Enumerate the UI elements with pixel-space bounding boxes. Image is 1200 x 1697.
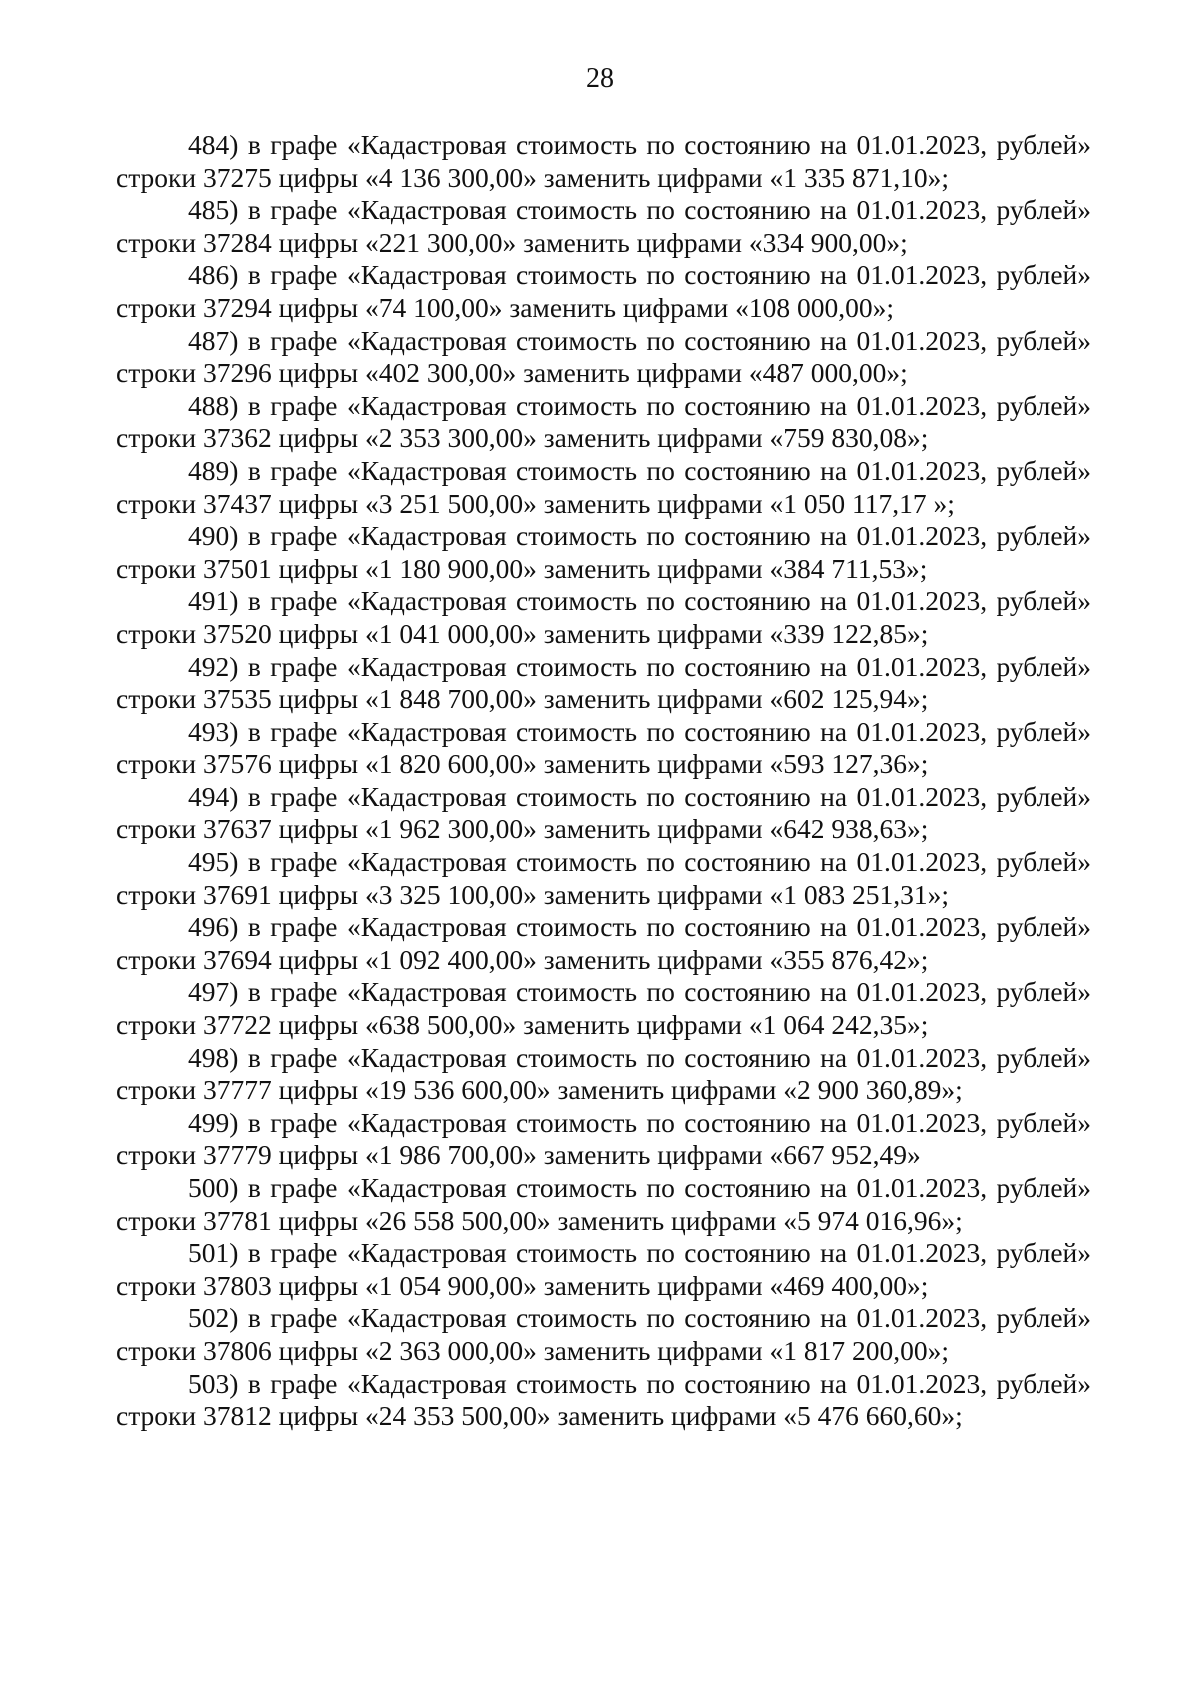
page-number: 28: [586, 63, 614, 94]
amendment-item: 499) в графе «Кадастровая стоимость по состоянию на 01.01.2023, рублей» строки 37779 цифры «1 986 700,00» заменить цифрами «667 952,49»: [116, 1106, 1091, 1171]
amendment-item: 493) в графе «Кадастровая стоимость по состоянию на 01.01.2023, рублей» строки 37576 цифры «1 820 600,00» заменить цифрами «593 127,36»;: [116, 715, 1091, 780]
amendment-item: 494) в графе «Кадастровая стоимость по состоянию на 01.01.2023, рублей» строки 37637 цифры «1 962 300,00» заменить цифрами «642 938,63»;: [116, 780, 1091, 845]
amendment-item: 501) в графе «Кадастровая стоимость по состоянию на 01.01.2023, рублей» строки 37803 цифры «1 054 900,00» заменить цифрами «469 400,00»;: [116, 1237, 1091, 1301]
amendment-item: 498) в графе «Кадастровая стоимость по состоянию на 01.01.2023, рублей» строки 37777 цифры «19 536 600,00» заменить цифрами «2 900 360,89»;: [116, 1041, 1091, 1106]
amendment-item: 495) в графе «Кадастровая стоимость по состоянию на 01.01.2023, рублей» строки 37691 цифры «3 325 100,00» заменить цифрами «1 083 251,31»;: [116, 846, 1091, 910]
amendment-item: 497) в графе «Кадастровая стоимость по состоянию на 01.01.2023, рублей» строки 37722 цифры «638 500,00» заменить цифрами «1 064 242,35»;: [116, 976, 1091, 1041]
amendment-item: 496) в графе «Кадастровая стоимость по состоянию на 01.01.2023, рублей» строки 37694 цифры «1 092 400,00» заменить цифрами «355 876,42»;: [116, 911, 1091, 975]
amendment-item: 491) в графе «Кадастровая стоимость по состоянию на 01.01.2023, рублей» строки 37520 цифры «1 041 000,00» заменить цифрами «339 122,85»;: [116, 585, 1091, 649]
amendment-item: 492) в графе «Кадастровая стоимость по состоянию на 01.01.2023, рублей» строки 37535 цифры «1 848 700,00» заменить цифрами «602 125,94»;: [116, 650, 1091, 715]
amendment-item: 500) в графе «Кадастровая стоимость по состоянию на 01.01.2023, рублей» строки 37781 цифры «26 558 500,00» заменить цифрами «5 974 016,96»;: [116, 1172, 1091, 1236]
amendment-item: 485) в графе «Кадастровая стоимость по состоянию на 01.01.2023, рублей» строки 37284 цифры «221 300,00» заменить цифрами «334 900,00»;: [116, 194, 1091, 258]
amendment-item: 503) в графе «Кадастровая стоимость по состоянию на 01.01.2023, рублей» строки 37812 цифры «24 353 500,00» заменить цифрами «5 476 660,60»;: [116, 1367, 1091, 1432]
amendment-item: 490) в графе «Кадастровая стоимость по состоянию на 01.01.2023, рублей» строки 37501 цифры «1 180 900,00» заменить цифрами «384 711,53»;: [116, 520, 1091, 584]
document-body: [116, 129, 1091, 1433]
amendment-item: 489) в графе «Кадастровая стоимость по состоянию на 01.01.2023, рублей» строки 37437 цифры «3 251 500,00» заменить цифрами «1 050 117,17 »;: [116, 454, 1091, 519]
amendment-item: 484) в графе «Кадастровая стоимость по состоянию на 01.01.2023, рублей» строки 37275 цифры «4 136 300,00» заменить цифрами «1 335 871,10»;: [116, 129, 1091, 193]
amendment-item: 488) в графе «Кадастровая стоимость по состоянию на 01.01.2023, рублей» строки 37362 цифры «2 353 300,00» заменить цифрами «759 830,08»;: [116, 389, 1091, 454]
amendment-item: 486) в графе «Кадастровая стоимость по состоянию на 01.01.2023, рублей» строки 37294 цифры «74 100,00» заменить цифрами «108 000,00»;: [116, 259, 1091, 323]
amendment-item: 487) в графе «Кадастровая стоимость по состоянию на 01.01.2023, рублей» строки 37296 цифры «402 300,00» заменить цифрами «487 000,00»;: [116, 324, 1091, 389]
amendment-item: 502) в графе «Кадастровая стоимость по состоянию на 01.01.2023, рублей» строки 37806 цифры «2 363 000,00» заменить цифрами «1 817 200,00»;: [116, 1302, 1091, 1366]
